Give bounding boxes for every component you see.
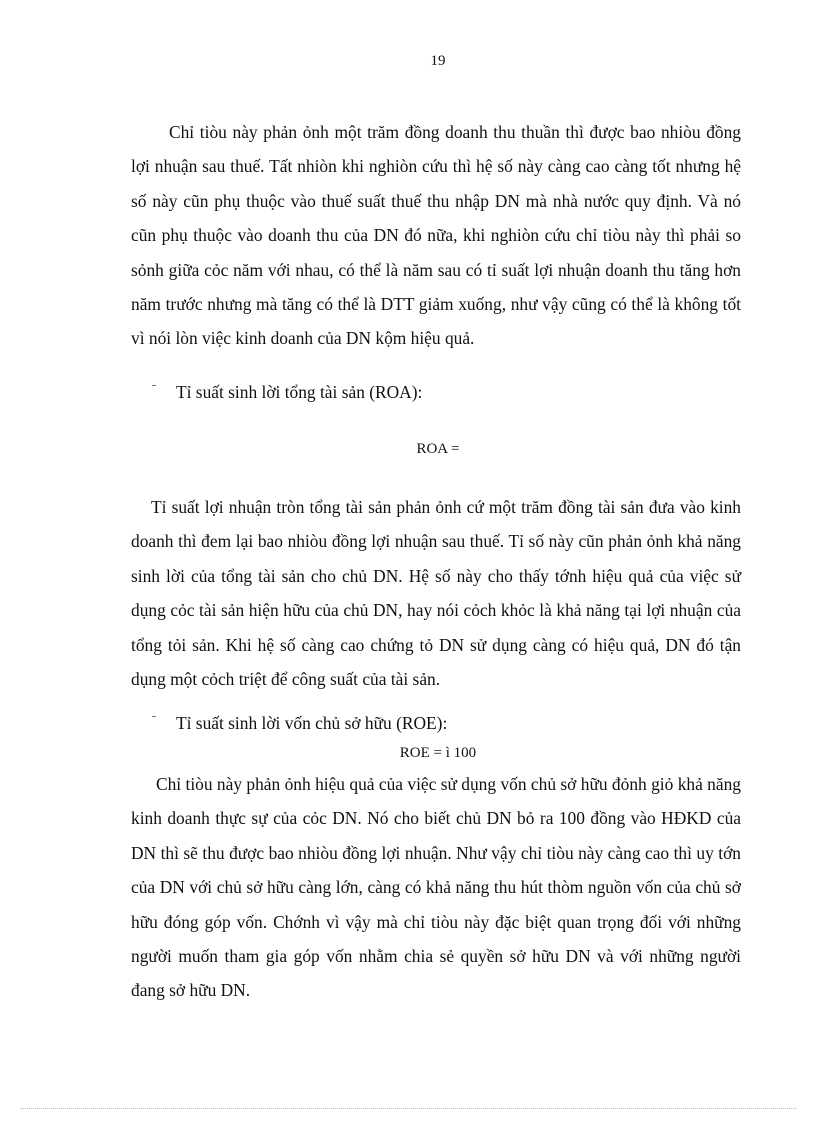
page-number: 19 [430, 53, 446, 69]
bullet-roe-text: Tỉ suất sinh lời vốn chủ sở hữu (ROE): [176, 713, 448, 733]
paragraph-roa-explanation: Tỉ suất lợi nhuận tròn tổng tài sản phản ỏnh cứ một trăm đồng tài sản đưa vào kinh doanh thì đem lại bao nhiòu đồng lợi nhuận sau thuế. Tỉ số này cũn phản ỏnh khả năng sinh lời của tổng tài sản cho chủ DN. Hệ số này cho thấy tớnh hiệu quả của việc sử dụng cỏc tài sản hiện hữu của chủ DN, hay nói cỏch khỏc là khả năng tại lợi nhuận của tổng tỏi sản. Khi hệ số càng cao chứng tỏ DN sử dụng càng có hiệu quả, DN đó tận dụng một cỏch triệt để công suất của tài sản. [131, 497, 741, 690]
bullet-mark: ˉ [152, 381, 156, 395]
bullet-roa-text: Tỉ suất sinh lời tổng tài sản (ROA): [176, 382, 423, 402]
formula-roa: ROA = [416, 441, 460, 457]
bullet-roa [152, 380, 422, 404]
bullet-mark: ˉ [152, 712, 156, 726]
paragraph-ros-explanation: Chỉ tiòu này phản ỏnh một trăm đồng doanh thu thuần thì được bao nhiòu đồng lợi nhuận sau thuế. Tất nhiòn khi nghiòn cứu thì hệ số này càng cao càng tốt nhưng hệ số này cũn phụ thuộc vào thuế suất thuế thu nhập DN mà nhà nước quy định. Và nó cũn phụ thuộc vào doanh thu của DN đó nữa, khi nghiòn cứu chỉ tiòu này thì phải so sỏnh giữa cỏc năm với nhau, có thể là năm sau có tỉ suất lợi nhuận doanh thu tăng hơn năm trước nhưng mà tăng có thể là DTT giảm xuống, như vậy cũng có thể là không tốt vì nói lòn việc kinh doanh của DN kộm hiệu quả. [131, 122, 741, 349]
page-bottom-border [20, 1108, 796, 1109]
bullet-roe [152, 711, 447, 735]
paragraph-roe-explanation: Chỉ tiòu này phản ỏnh hiệu quả của việc sử dụng vốn chủ sở hữu đỏnh giỏ khả năng kinh doanh thực sự của cỏc DN. Nó cho biết chủ DN bỏ ra 100 đồng vào HĐKD của DN thì sẽ thu được bao nhiòu đồng lợi nhuận. Như vậy chỉ tiòu này càng cao thì uy tớn của DN với chủ sở hữu càng lớn, càng có khả năng thu hút thòm nguồn vốn của chủ sở hữu đóng góp vốn. Chớnh vì vậy mà chỉ tiòu này đặc biệt quan trọng đối với những người muốn tham gia góp vốn nhằm chia sẻ quyền sở hữu DN và với những người đang sở hữu DN. [131, 774, 741, 1001]
formula-roe: ROE = ì 100 [399, 745, 477, 761]
